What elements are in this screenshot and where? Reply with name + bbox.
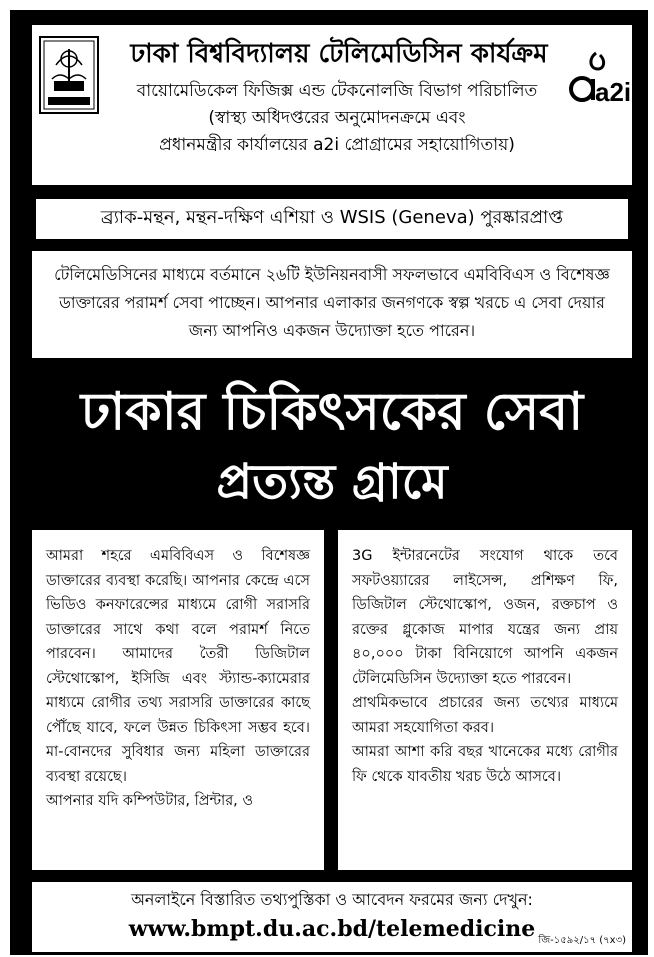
right-paragraph-1: 3G ইন্টারনেটের সংযোগ থাকে তবে সফটওয়্যারের লাইসেন্স, প্রশিক্ষণ ফি, ডিজিটাল স্টেথোস্কোপ, ওজন, রক্তচাপ ও রক্তের গ্লুকোজ মাপার যন্ত্রের জন্য প্রায় ৪০,০০০ টাকা বিনিয়োগে আপনি একজন টেলিমেডিসিন উদ্যোক্তা হতে পারবেন। — [352, 548, 618, 687]
header-approval: (স্বাস্থ্য অধিদপ্তরের অনুমোদনক্রমে এবং — [208, 108, 466, 128]
header-box — [32, 25, 632, 185]
a2i-logo-icon — [564, 49, 632, 107]
intro-text: টেলিমেডিসিনের মাধ্যমে বর্তমানে ২৬টি ইউনিয়নবাসী সফলভাবে এমবিবিএস ও বিশেষজ্ঞ ডাক্তারের পরামর্শ সেবা পাচ্ছেন। আপনার এলাকার জনগণকে স্বল্প খরচে এ সেবা দেয়ার জন্য আপনিও একজন উদ্যোক্তা হতে পারেন। — [32, 251, 632, 358]
advertisement — [10, 10, 648, 955]
left-column — [32, 530, 324, 870]
award-banner — [32, 195, 632, 243]
award-text: ব্র্যাক-মন্থন, মন্থন-দক্ষিণ এশিয়া ও WSIS (Geneva) পুরষ্কারপ্রাপ্ত — [36, 199, 628, 239]
header-support: প্রধানমন্ত্রীর কার্যালয়ের a2i প্রোগ্রামের সহায়োগিতায়) — [159, 135, 515, 155]
left-paragraph-2: আপনার যদি কম্পিউটার, প্রিন্টার, ও — [46, 793, 254, 809]
header-department: বায়োমেডিকেল ফিজিক্স এন্ড টেকনোলজি বিভাগ পরিচালিত — [136, 81, 538, 101]
right-paragraph-3: আমরা আশা করি বছর খানেকের মধ্যে রোগীর ফি থেকে যাবতীয় খরচ উঠে আসবে। — [352, 744, 618, 785]
footer-box — [32, 882, 632, 952]
footer-reference-number: জি-১৫৯২/১৭ (৭x৩) — [538, 935, 626, 946]
headline-line-1: ঢাকার চিকিৎসকের সেবা — [80, 382, 584, 442]
right-paragraph-2: প্রাথমিকভাবে প্রচারের জন্য তথ্যের মাধ্যমে আমরা সহযোগিতা করব। — [352, 695, 618, 736]
svg-text:a2i: a2i — [595, 77, 632, 107]
footer-text: অনলাইনে বিস্তারিত তথ্যপুস্তিকা ও আবেদন ফরমের জন্য দেখুন: — [131, 890, 533, 909]
left-paragraph-1: আমরা শহরে এমবিবিএস ও বিশেষজ্ঞ ডাক্তারের ব্যবস্থা করেছি। আপনার কেন্দ্রে এসে ভিডিও কনফারেন্সের মাধ্যমে রোগী সরাসরি ডাক্তারের সাথে কথা বলে পরামর্শ নিতে পারবেন। আমাদের তৈরী ডিজিটাল স্টেথোস্কোপ, ইসিজি এবং স্ট্যান্ড-ক্যামেরার মাধ্যমে রোগীর তথ্য সরাসরি ডাক্তারের কাছে পৌঁছে যাবে, ফলে উন্নত চিকিৎসা সম্ভব হবে। মা-বোনদের সুবিধার জন্য মহিলা ডাক্তারের ব্যবস্থা রয়েছে। — [46, 548, 310, 785]
dhaka-university-crest-icon — [38, 35, 100, 115]
right-column — [338, 530, 632, 870]
header-title: ঢাকা বিশ্ববিদ্যালয় টেলিমেডিসিন কার্যক্রম — [130, 39, 548, 69]
footer-url-link[interactable]: www.bmpt.du.ac.bd/telemedicine — [128, 916, 536, 942]
headline-line-2: প্রত্যন্ত গ্রামে — [216, 454, 448, 510]
